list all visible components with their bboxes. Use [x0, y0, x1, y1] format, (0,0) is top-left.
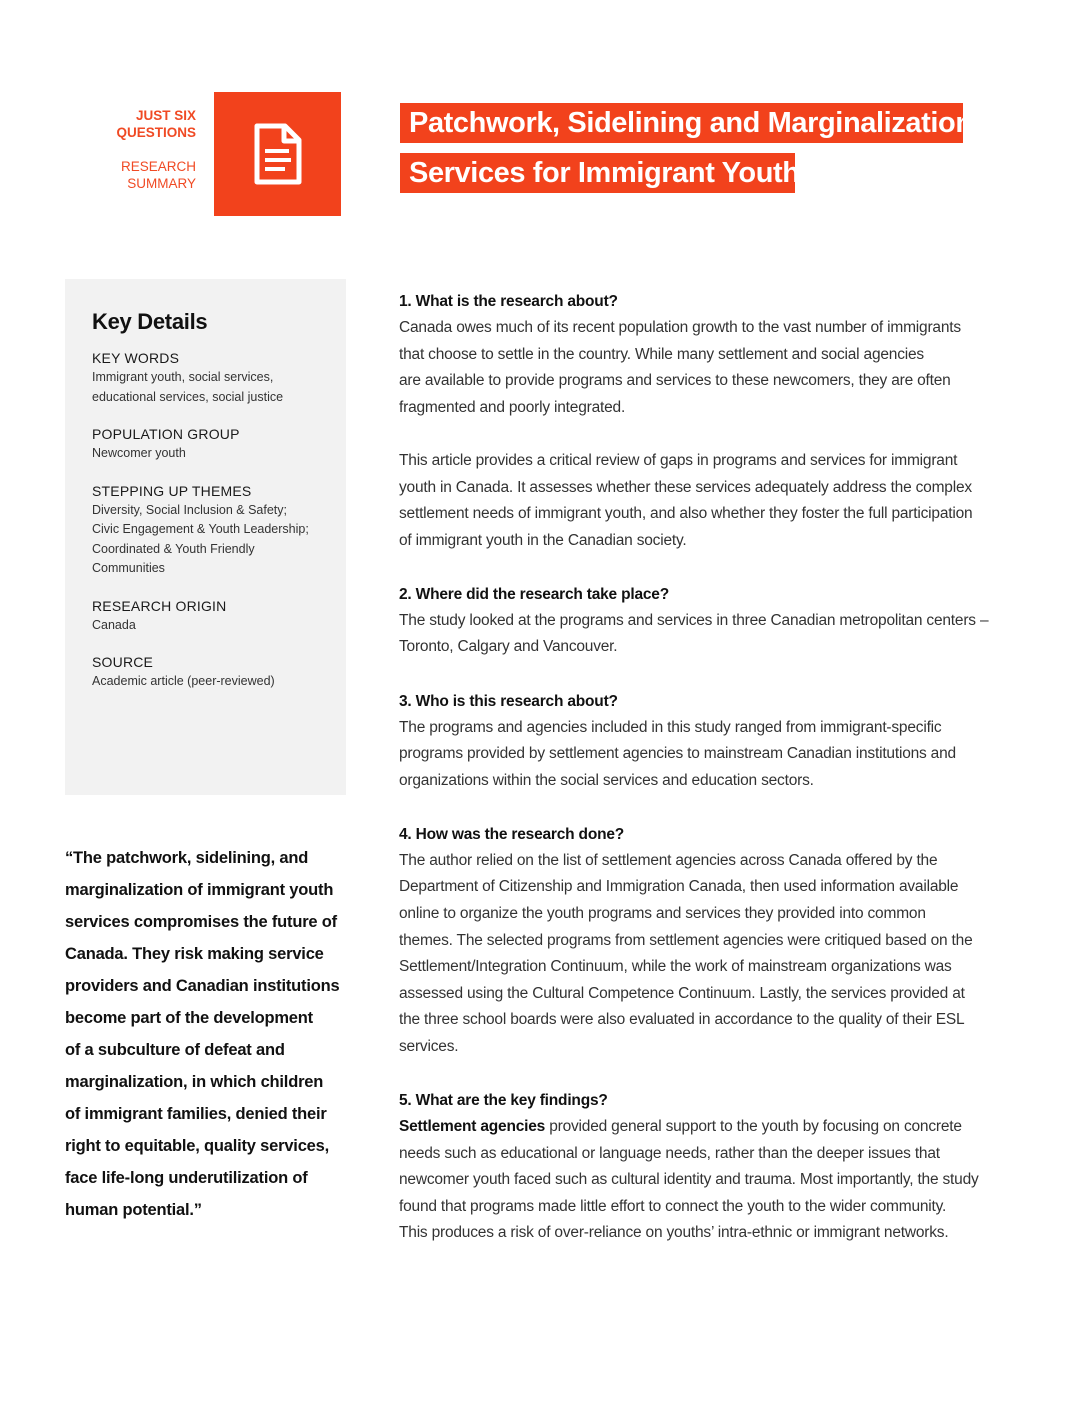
question-paragraph [399, 448, 1014, 554]
paragraph-line: settlement needs of immigrant youth, and also whether they foster the full participation [399, 505, 973, 523]
key-details-label: RESEARCH ORIGIN [92, 597, 227, 614]
key-details-label: POPULATION GROUP [92, 426, 240, 442]
paragraph-line: are available to provide programs and services to these newcomers, they are often [399, 372, 951, 390]
question-heading: 2. Where did the research take place? [399, 585, 669, 603]
paragraph-line: themes. The selected programs from settlement agencies were critiqued based on the [399, 931, 973, 949]
key-details-value-line: Civic Engagement & Youth Leadership; [92, 522, 309, 536]
paragraph-line: The programs and agencies included in this study ranged from immigrant-specific [399, 718, 942, 736]
key-details-label: SOURCE [92, 654, 154, 670]
paragraph-line: The author relied on the list of settlement agencies across Canada offered by the [399, 851, 938, 869]
question-heading: 3. Who is this research about? [399, 692, 618, 710]
key-details-panel [65, 279, 346, 795]
quote-line: become part of the development [65, 1009, 313, 1027]
paragraph-line: needs such as educational or language needs, rather than the deeper issues that [399, 1144, 940, 1162]
quote-line: Canada. They risk making service [65, 945, 324, 963]
key-details-value-line: Communities [92, 561, 165, 575]
paragraph-line: services. [399, 1037, 459, 1055]
pull-quote [65, 842, 355, 1226]
key-details-value [92, 672, 346, 692]
paragraph-line: organizations within the social services and education sectors. [399, 771, 814, 789]
document-icon-box [214, 92, 341, 216]
key-details-value [92, 368, 346, 407]
quote-line: right to equitable, quality services, [65, 1137, 330, 1155]
quote-line: marginalization, in which children [65, 1073, 324, 1091]
key-details-value [92, 444, 346, 464]
key-details-value-line: Coordinated & Youth Friendly [92, 541, 255, 556]
key-details-value-line: educational services, social justice [92, 389, 284, 404]
question-section [399, 581, 1014, 661]
question-paragraph [399, 715, 1014, 795]
quote-line: of immigrant families, denied their [65, 1105, 327, 1123]
key-details-section [92, 482, 346, 579]
key-details-value [92, 616, 346, 636]
quote-line: services compromises the future of [65, 913, 337, 931]
key-details-section [92, 425, 346, 464]
paragraph-line: the three school boards were also evaluated in accordance to the quality of their ESL [399, 1011, 965, 1029]
key-details-heading: Key Details [92, 309, 208, 334]
paragraph-line: of immigrant youth in the Canadian society. [399, 531, 687, 549]
quote-line: “The patchwork, sidelining, and [65, 849, 309, 867]
key-details-value-line: Canada [92, 617, 136, 632]
quote-line: of a subculture of defeat and [65, 1041, 285, 1059]
key-details-value-line: Academic article (peer-reviewed) [92, 674, 275, 688]
quote-line: marginalization of immigrant youth [65, 881, 334, 899]
paragraph-line: Department of Citizenship and Immigration Canada, then used information available [399, 878, 959, 896]
paragraph-line: This article provides a critical review of gaps in programs and services for immigrant [399, 451, 958, 469]
key-details-section [92, 653, 346, 692]
brand-label [90, 107, 196, 192]
question-heading: 1. What is the research about? [399, 293, 618, 310]
question-section [399, 688, 1014, 795]
paragraph-line: that choose to settle in the country. While many settlement and social agencies [399, 345, 924, 363]
page-title-line-1: Patchwork, Sidelining and Marginalization: [400, 103, 963, 143]
paragraph-line [399, 1114, 1014, 1141]
question-heading: 5. What are the key findings? [399, 1092, 608, 1110]
paragraph-line: found that programs made little effort to connect the youth to the wider community. [399, 1197, 947, 1215]
brand-line-2: QUESTIONS [116, 125, 196, 140]
question-section [399, 821, 1014, 1061]
findings-lead: Settlement agencies [399, 1118, 546, 1136]
question-heading: 4. How was the research done? [399, 825, 625, 843]
paragraph-line: Canada owes much of its recent population growth to the vast number of immigrants [399, 319, 961, 336]
question-section [399, 288, 1014, 554]
brand-line-3: RESEARCH [120, 159, 196, 174]
paragraph-line: youth in Canada. It assesses whether these services adequately address the complex [399, 478, 972, 496]
paragraph-line: Toronto, Calgary and Vancouver. [399, 638, 618, 656]
question-paragraph [399, 315, 1014, 421]
brand-line-4: SUMMARY [127, 176, 196, 191]
findings-paragraph [399, 1114, 1014, 1247]
paragraph-line: This produces a risk of over-reliance on youths’ intra-ethnic or immigrant networks. [399, 1224, 949, 1242]
paragraph-line: The study looked at the programs and services in three Canadian metropolitan centers – [399, 611, 989, 629]
key-details-section [92, 349, 346, 407]
paragraph-line: fragmented and poorly integrated. [399, 398, 626, 416]
quote-line: human potential.” [65, 1201, 202, 1219]
paragraph-line: Settlement/Integration Continuum, while the work of mainstream organizations was [399, 958, 952, 976]
key-details-value [92, 501, 346, 579]
paragraph-line: newcomer youth faced such as cultural identity and trauma. Most importantly, the study [399, 1171, 979, 1189]
key-details-section [92, 597, 346, 636]
key-details-label: KEY WORDS [92, 350, 180, 366]
findings-first-line: provided general support to the youth by focusing on concrete [545, 1118, 962, 1136]
brand-line-1: JUST SIX [135, 108, 196, 123]
key-details-value-line: Newcomer youth [92, 446, 186, 460]
quote-line: providers and Canadian institutions [65, 977, 340, 995]
paragraph-line: online to organize the youth programs and services they provided into common [399, 905, 926, 922]
document-icon [253, 123, 303, 185]
question-paragraph [399, 848, 1014, 1061]
paragraph-line: assessed using the Cultural Competence Continuum. Lastly, the services provided at [399, 984, 965, 1002]
page-title-line-2: Services for Immigrant Youth [400, 153, 795, 193]
main-content [399, 288, 1014, 1274]
quote-line: face life-long underutilization of [65, 1169, 308, 1187]
key-details-value-line: Diversity, Social Inclusion & Safety; [92, 502, 287, 517]
key-details-value-line: Immigrant youth, social services, [92, 370, 274, 384]
question-section [399, 1087, 1014, 1247]
key-details-label: STEPPING UP THEMES [92, 482, 252, 499]
paragraph-line: programs provided by settlement agencies to mainstream Canadian institutions and [399, 745, 956, 763]
question-paragraph [399, 608, 1014, 661]
